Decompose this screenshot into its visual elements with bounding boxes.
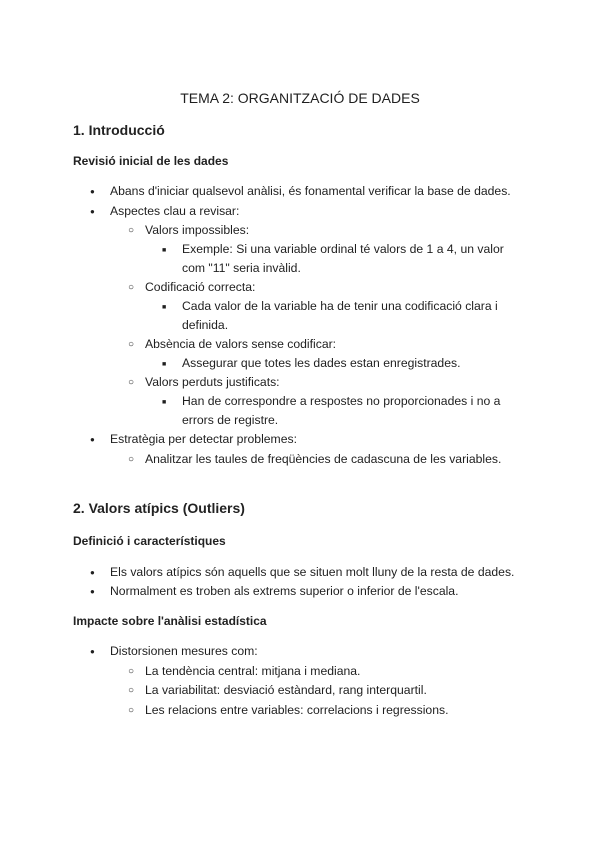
bullet-disc-icon — [90, 563, 95, 582]
list-item: ● Aspectes clau a revisar: — [110, 202, 530, 221]
bullet-disc-icon — [90, 202, 95, 221]
bullet-square-icon — [162, 297, 166, 317]
list-item: ○ Valors perduts justificats: — [145, 373, 530, 392]
bullet-square-icon — [162, 240, 166, 260]
list-item: ● Estratègia per detectar problemes: — [110, 430, 530, 449]
list-item: ○ Les relacions entre variables: correlacions i regressions. — [145, 701, 530, 720]
section-heading-valors-atipics: 2. Valors atípics (Outliers) — [73, 500, 245, 516]
list-item: ○ La tendència central: mitjana i mediana. — [145, 662, 530, 681]
subheading-impacte: Impacte sobre l'anàlisi estadística — [73, 614, 267, 628]
bullet-circle-icon — [128, 662, 134, 681]
bullet-circle-icon — [128, 701, 134, 720]
list-item: ○ Analitzar les taules de freqüències de cadascuna de les variables. — [145, 450, 530, 469]
list-item: ○ Valors impossibles: — [145, 221, 530, 240]
bullet-circle-icon — [128, 450, 134, 469]
list-item: ■ Exemple: Si una variable ordinal té valors de 1 a 4, un valor com "11" seria invàlid. — [182, 240, 527, 278]
list-item: ● Els valors atípics són aquells que se situen molt lluny de la resta de dades. — [110, 563, 530, 582]
bullet-circle-icon — [128, 373, 134, 392]
bullet-disc-icon — [90, 642, 95, 661]
bullet-disc-icon — [90, 182, 95, 201]
bullet-circle-icon — [128, 221, 134, 240]
list-item: ■ Assegurar que totes les dades estan enregistrades. — [182, 354, 527, 373]
bullet-circle-icon — [128, 335, 134, 354]
list-item: ■ Cada valor de la variable ha de tenir una codificació clara i definida. — [182, 297, 527, 335]
list-item: ○ La variabilitat: desviació estàndard, rang interquartil. — [145, 681, 530, 700]
subheading-revisio-inicial: Revisió inicial de les dades — [73, 154, 229, 168]
bullet-square-icon — [162, 354, 166, 374]
section-heading-introduccio: 1. Introducció — [73, 122, 165, 138]
bullet-disc-icon — [90, 582, 95, 601]
list-item: ● Abans d'iniciar qualsevol anàlisi, és fonamental verificar la base de dades. — [110, 182, 530, 201]
subheading-definicio: Definició i característiques — [73, 534, 226, 548]
bullet-disc-icon — [90, 430, 95, 449]
list-item: ■ Han de correspondre a respostes no proporcionades i no a errors de registre. — [182, 392, 527, 430]
bullet-circle-icon — [128, 681, 134, 700]
document-title: TEMA 2: ORGANITZACIÓ DE DADES — [180, 90, 420, 106]
list-item: ○ Absència de valors sense codificar: — [145, 335, 530, 354]
list-item: ● Normalment es troben als extrems superior o inferior de l'escala. — [110, 582, 530, 601]
bullet-square-icon — [162, 392, 166, 412]
list-item: ● Distorsionen mesures com: — [110, 642, 530, 661]
bullet-circle-icon — [128, 278, 134, 297]
list-item: ○ Codificació correcta: — [145, 278, 530, 297]
